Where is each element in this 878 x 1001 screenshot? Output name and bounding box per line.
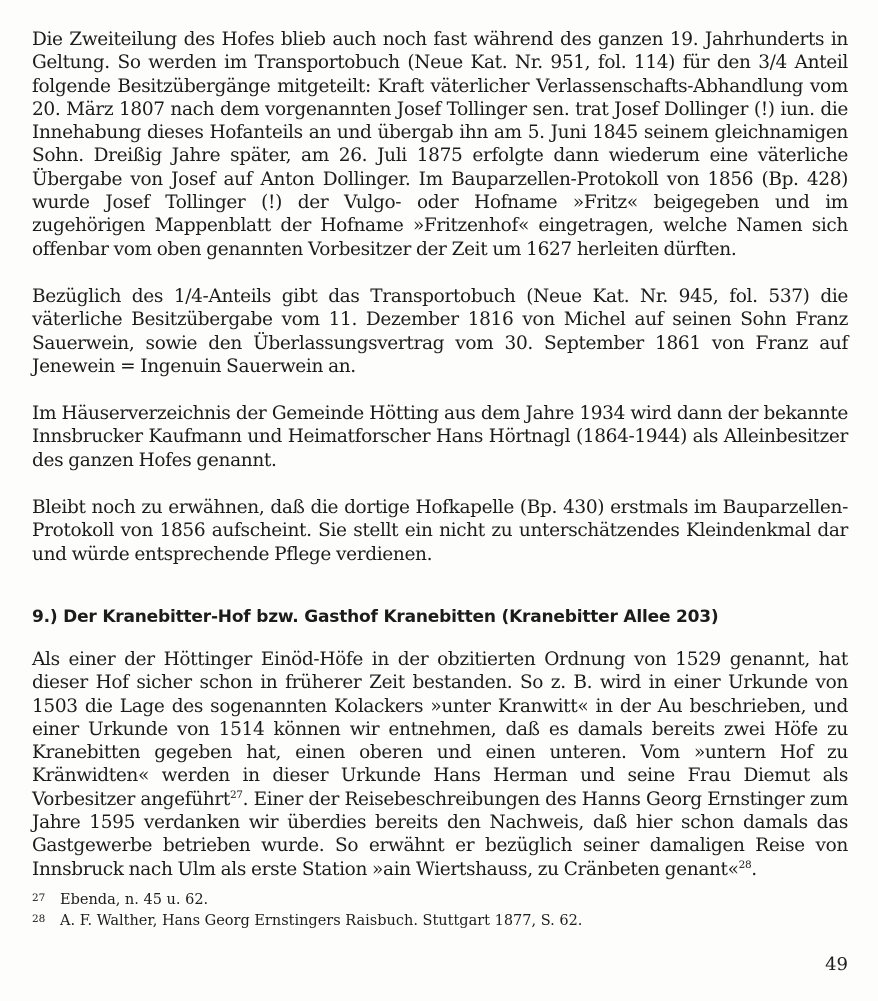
page-body (32, 28, 848, 881)
paragraph-quarter-share: Bezüglich des 1/4-Anteils gibt das Transportobuch (Neue Kat. Nr. 945, fol. 537) die väterliche Besitzübergabe vom 11. Dezember 1816 von Michel auf seinen Sohn Franz Sauerwein, sowie den Überlassungsvertrag vom 30. September 1861 von Franz auf Jenewein = Ingenuin Sauerwein an. (32, 285, 848, 377)
paragraph-text-part: . (751, 858, 757, 880)
paragraph-text-part: Als einer der Höttinger Einöd-Höfe in der obzitierten Ordnung von 1529 genannt, hat dieser Hof sicher schon in früherer Zeit bestanden. So z. B. wird in einer Urkunde von 1503 die Lage des sogenannten Kolackers »unter Kranwitt« in der Au beschrieben, und einer Urkunde von 1514 können wir entnehmen, daß es damals bereits zwei Höfe zu Kranebitten gegeben hat, einen oberen und einen unteren. Vom »untern Hof zu Kränwidten« werden in dieser Urkunde Hans Herman und seine Frau Diemut als Vorbesitzer angeführt (32, 648, 848, 810)
footnote-number: 28 (32, 913, 46, 925)
footnotes (32, 890, 848, 932)
footnote-text: Ebenda, n. 45 u. 62. (60, 892, 209, 908)
section-heading: 9.) Der Kranebitter-Hof bzw. Gasthof Kranebitten (Kranebitter Allee 203) (32, 606, 719, 627)
paragraph-house-register: Im Häuserverzeichnis der Gemeinde Hötting aus dem Jahre 1934 wird dann der bekannte Innsbrucker Kaufmann und Heimatforscher Hans Hörtnagl (1864-1944) als Alleinbesitzer des ganzen Hofes genannt. (32, 403, 848, 471)
footnote (32, 911, 848, 932)
paragraph-kranebitter-hof (32, 648, 848, 881)
footnote-reference[interactable]: 28 (738, 858, 752, 871)
paragraph-hof-division: Die Zweiteilung des Hofes blieb auch noch fast während des ganzen 19. Jahrhunderts in Geltung. So werden im Transportobuch (Neue Kat. Nr. 951, fol. 114) für den 3/4 Anteil folgende Besitzübergänge mitgeteilt: Kraft väterlicher Verlassenschafts-Abhandlung vom 20. März 1807 nach dem vorgenannten Josef Tollinger sen. trat Josef Dollinger (!) iun. die Innehabung dieses Hofanteils an und übergab ihn am 5. Juni 1845 seinem gleichnamigen Sohn. Dreißig Jahre später, am 26. Juli 1875 erfolgte dann wiederum eine väterliche Übergabe von Josef auf Anton Dollinger. Im Bauparzellen-Protokoll von 1856 (Bp. 428) wurde Josef Tollinger (!) der Vulgo- oder Hofname »Fritz« beigegeben und im zugehörigen Mappenblatt der Hofname »Fritzenhof« eingetragen, welche Namen sich offenbar vom oben genannten Vorbesitzer der Zeit um 1627 herleiten dürften. (32, 29, 848, 260)
footnote-number: 27 (32, 892, 46, 904)
footnote (32, 890, 848, 911)
footnote-text: A. F. Walther, Hans Georg Ernstingers Raisbuch. Stuttgart 1877, S. 62. (60, 913, 583, 929)
paragraph-text-part: . Einer der Reisebeschreibungen des Hanns Georg Ernstinger zum Jahre 1595 verdanken wir überdies bereits den Nachweis, daß hier schon damals das Gastgewerbe betrieben wurde. So erwähnt er bezüglich seiner damaligen Reise von Innsbruck nach Ulm als erste Station »ain Wiertshauss, zu Cränbeten genant« (32, 788, 848, 880)
paragraph-hofkapelle: Bleibt noch zu erwähnen, daß die dortige Hofkapelle (Bp. 430) erstmals im Bauparzellen-Protokoll von 1856 aufscheint. Sie stellt ein nicht zu unterschätzendes Kleindenkmal dar und würde entsprechende Pflege verdienen. (32, 497, 848, 565)
footnote-reference[interactable]: 27 (229, 788, 243, 801)
page-number: 49 (825, 954, 848, 975)
